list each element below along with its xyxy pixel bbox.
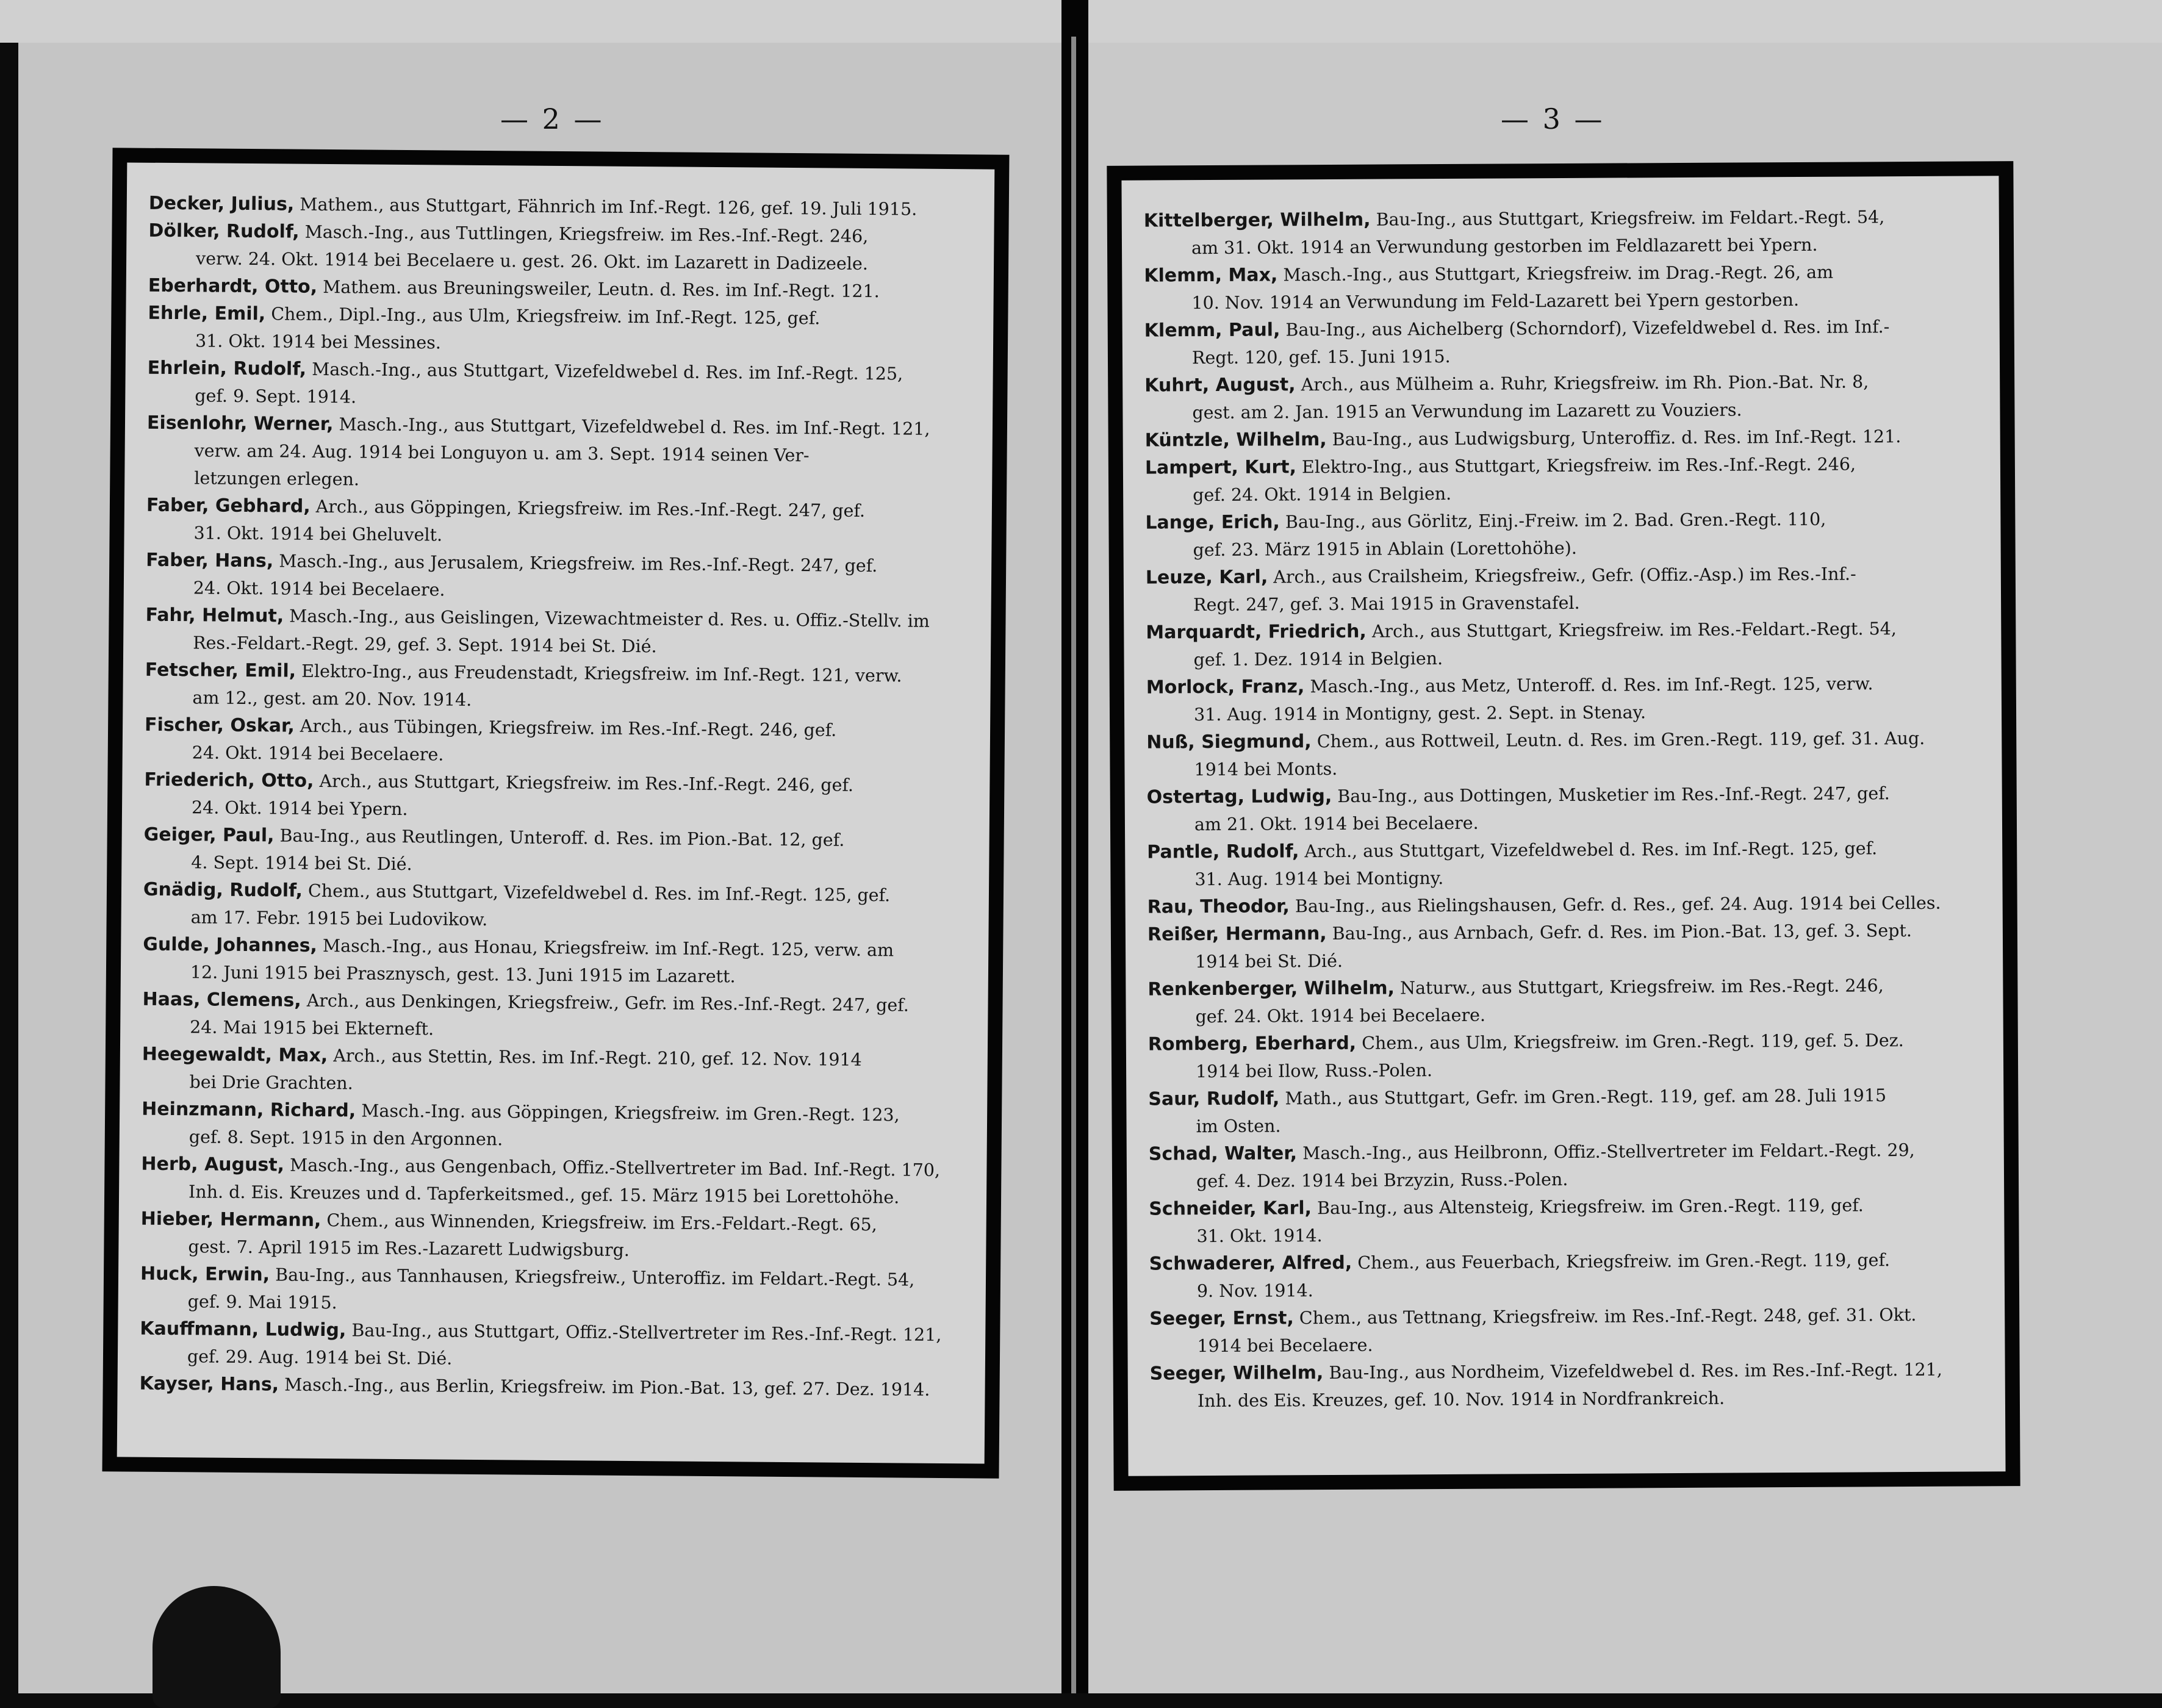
entry-text: Arch., aus Stuttgart, Kriegsfreiw. im Res.-Feldart.-Regt. 54,	[1371, 619, 1897, 642]
entry-name: Marquardt, Friedrich,	[1146, 620, 1367, 644]
entry-text: Inh. des Eis. Kreuzes, gef. 10. Nov. 1914 in Nordfrankreich.	[1197, 1388, 1725, 1412]
entry-continuation-line	[1144, 340, 1984, 371]
entry-text: Bau-Ing., aus Dottingen, Musketier im Res.-Inf.-Regt. 247, gef.	[1337, 783, 1890, 806]
entry-text: 31. Okt. 1914.	[1196, 1225, 1323, 1247]
entry-text: 9. Nov. 1914.	[1196, 1280, 1313, 1302]
entry-text: gef. 9. Sept. 1914.	[195, 386, 357, 407]
entry-name: Ehrle, Emil,	[148, 302, 266, 325]
entry-text: Masch.-Ing., aus Stuttgart, Vizefeldwebel d. Res. im Inf.-Regt. 121,	[339, 414, 930, 439]
entry-text: Chem., aus Rottweil, Leutn. d. Res. im Gren.-Regt. 119, gef. 31. Aug.	[1316, 728, 1925, 752]
casualty-entry	[148, 217, 979, 279]
entry-text: Bau-Ing., aus Stuttgart, Kriegsfreiw. im Feldart.-Regt. 54,	[1376, 207, 1885, 230]
entry-text: gef. 24. Okt. 1914 in Belgien.	[1193, 483, 1452, 506]
entry-text: gef. 1. Dez. 1914 in Belgien.	[1193, 648, 1443, 670]
entry-name: Seeger, Wilhelm,	[1149, 1362, 1324, 1385]
entry-text: Masch.-Ing., aus Gengenbach, Offiz.-Stellvertreter im Bad. Inf.-Regt. 170,	[289, 1155, 941, 1180]
entry-text: Elektro-Ing., aus Stuttgart, Kriegsfreiw. im Res.-Inf.-Regt. 246,	[1301, 454, 1856, 478]
entry-first-line	[1149, 1246, 1989, 1277]
entry-text: Regt. 247, gef. 3. Mai 1915 in Gravenstafel.	[1193, 592, 1580, 615]
entry-continuation-line	[1148, 999, 1988, 1030]
casualty-entry	[1147, 834, 1986, 893]
entry-continuation-line	[1149, 1328, 1989, 1360]
entry-continuation-line	[1146, 752, 1986, 783]
gutter-crease	[1071, 37, 1076, 1693]
casualty-entry	[1145, 450, 1984, 509]
casualty-entry	[1149, 1191, 1988, 1250]
entry-text: Naturw., aus Stuttgart, Kriegsfreiw. im Res.-Regt. 246,	[1399, 975, 1884, 999]
entry-first-line	[1149, 1301, 1989, 1332]
casualty-entry	[1150, 1355, 1989, 1415]
casualty-entry	[146, 492, 976, 553]
casualty-entry	[140, 1315, 970, 1377]
entry-text: Masch.-Ing., aus Geislingen, Vizewachtmeister d. Res. u. Offiz.-Stellv. im	[289, 606, 930, 631]
entry-text: 31. Okt. 1914 bei Messines.	[195, 331, 441, 353]
entry-text: Masch.-Ing., aus Stuttgart, Vizefeldwebel d. Res. im Inf.-Regt. 125,	[312, 359, 903, 384]
entry-text: gest. am 2. Jan. 1915 an Verwundung im Lazarett zu Vouziers.	[1192, 400, 1742, 423]
entry-text: Chem., Dipl.-Ing., aus Ulm, Kriegsfreiw. im Inf.-Regt. 125, gef.	[271, 304, 821, 329]
entry-text: Masch.-Ing., aus Berlin, Kriegsfreiw. im Pion.-Bat. 13, gef. 27. Dez. 1914.	[284, 1374, 930, 1400]
entry-text: Bau-Ing., aus Nordheim, Vizefeldwebel d. Res. im Res.-Inf.-Regt. 121,	[1329, 1359, 1943, 1383]
entry-first-line	[139, 1370, 969, 1404]
entry-continuation-line	[1146, 697, 1986, 728]
casualty-entry	[1144, 203, 1983, 262]
entry-text: Arch., aus Stettin, Res. im Inf.-Regt. 210, gef. 12. Nov. 1914	[333, 1046, 862, 1070]
casualty-entry	[145, 656, 975, 718]
entry-name: Schwaderer, Alfred,	[1149, 1252, 1352, 1275]
entry-text: Arch., aus Stuttgart, Vizefeldwebel d. Res. im Inf.-Regt. 125, gef.	[1304, 838, 1878, 862]
entry-text: gef. 29. Aug. 1914 bei St. Dié.	[187, 1346, 453, 1369]
entry-first-line	[1145, 422, 1984, 454]
casualty-entry	[1146, 669, 1986, 728]
entry-first-line	[1144, 257, 1983, 289]
entry-text: 1914 bei Becelaere.	[1197, 1335, 1373, 1357]
entry-name: Dölker, Rudolf,	[148, 220, 300, 243]
entry-text: Elektro-Ing., aus Freudenstadt, Kriegsfreiw. im Inf.-Regt. 121, verw.	[301, 661, 902, 686]
entry-text: 31. Aug. 1914 bei Montigny.	[1194, 868, 1444, 890]
casualty-entry	[1144, 367, 1984, 426]
left-page-frame	[102, 148, 1010, 1478]
entry-continuation-line	[1147, 806, 1986, 838]
casualty-entry	[139, 1370, 969, 1404]
casualty-entry	[1144, 257, 1983, 317]
entry-text: verw. 24. Okt. 1914 bei Becelaere u. gest. 26. Okt. im Lazarett in Dadizeele.	[195, 248, 869, 274]
casualty-entry	[1146, 724, 1986, 783]
entry-name: Klemm, Paul,	[1144, 319, 1280, 342]
entry-name: Decker, Julius,	[148, 192, 295, 215]
casualty-entry	[1146, 559, 1985, 619]
entry-name: Gulde, Johannes,	[143, 933, 318, 956]
entry-continuation-line	[1146, 532, 1985, 564]
entry-text: Mathem., aus Stuttgart, Fähnrich im Inf.-Regt. 126, gef. 19. Juli 1915.	[300, 194, 918, 220]
entry-text: Bau-Ing., aus Altensteig, Kriegsfreiw. im Gren.-Regt. 119, gef.	[1317, 1195, 1864, 1219]
entry-first-line	[1150, 1355, 1989, 1387]
casualty-entry	[143, 821, 974, 883]
entry-name: Küntzle, Wilhelm,	[1144, 429, 1327, 451]
entry-text: Masch.-Ing., aus Heilbronn, Offiz.-Stellvertreter im Feldart.-Regt. 29,	[1302, 1139, 1915, 1164]
entry-name: Nuß, Siegmund,	[1146, 731, 1312, 753]
entry-name: Schneider, Karl,	[1149, 1197, 1312, 1220]
entry-text: gef. 9. Mai 1915.	[187, 1291, 337, 1313]
casualty-entry	[146, 547, 976, 608]
entry-text: bei Drie Grachten.	[189, 1072, 353, 1094]
entry-name: Geiger, Paul,	[143, 824, 275, 847]
entry-continuation-line	[1147, 944, 1987, 975]
casualty-entry	[146, 409, 977, 498]
casualty-entry	[148, 300, 978, 361]
entry-name: Eisenlohr, Werner,	[146, 412, 334, 436]
entry-text: Arch., aus Tübingen, Kriegsfreiw. im Res.-Inf.-Regt. 246, gef.	[300, 716, 837, 741]
entry-text: gef. 4. Dez. 1914 bei Brzyzin, Russ.-Polen.	[1196, 1169, 1568, 1192]
casualty-entry	[142, 1096, 972, 1157]
entry-name: Heinzmann, Richard,	[142, 1098, 356, 1122]
entry-text: gef. 24. Okt. 1914 bei Becelaere.	[1195, 1005, 1486, 1027]
entry-text: Bau-Ing., aus Görlitz, Einj.-Freiw. im 2. Bad. Gren.-Regt. 110,	[1285, 509, 1826, 533]
entry-text: Chem., aus Stuttgart, Vizefeldwebel d. Res. im Inf.-Regt. 125, gef.	[307, 880, 891, 906]
entry-name: Faber, Gebhard,	[146, 494, 311, 517]
casualty-entry	[1148, 1081, 1988, 1140]
entry-text: Res.-Feldart.-Regt. 29, gef. 3. Sept. 1914 bei St. Dié.	[193, 633, 657, 657]
entry-text: Chem., aus Ulm, Kriegsfreiw. im Gren.-Regt. 119, gef. 5. Dez.	[1362, 1030, 1904, 1053]
entry-text: 10. Nov. 1914 an Verwundung im Feld-Lazarett bei Ypern gestorben.	[1191, 289, 1800, 314]
entry-text: Arch., aus Stuttgart, Kriegsfreiw. im Res.-Inf.-Regt. 246, gef.	[319, 770, 854, 795]
entry-text: am 21. Okt. 1914 bei Becelaere.	[1194, 813, 1479, 835]
casualty-entry	[1147, 971, 1987, 1030]
entry-first-line	[1147, 971, 1987, 1003]
entry-text: Bau-Ing., aus Ludwigsburg, Unteroffiz. d. Res. im Inf.-Regt. 121.	[1332, 426, 1902, 450]
entry-first-line	[1147, 889, 1987, 920]
entry-name: Kittelberger, Wilhelm,	[1143, 209, 1371, 232]
entry-text: Bau-Ing., aus Arnbach, Gefr. d. Res. im Pion.-Bat. 13, gef. 3. Sept.	[1332, 920, 1912, 944]
casualty-entry	[1149, 1136, 1988, 1195]
entry-text: Masch.-Ing., aus Jerusalem, Kriegsfreiw. im Res.-Inf.-Regt. 247, gef.	[279, 551, 878, 576]
entry-text: gef. 23. März 1915 in Ablain (Lorettohöhe).	[1193, 537, 1577, 561]
entry-text: Regt. 120, gef. 15. Juni 1915.	[1191, 346, 1451, 368]
entry-continuation-line	[1146, 587, 1985, 619]
entry-name: Klemm, Max,	[1144, 264, 1278, 287]
entry-name: Ostertag, Ludwig,	[1146, 785, 1332, 808]
entry-text: Bau-Ing., aus Stuttgart, Offiz.-Stellvertreter im Res.-Inf.-Regt. 121,	[351, 1320, 942, 1345]
entry-name: Schad, Walter,	[1148, 1143, 1298, 1165]
entry-continuation-line	[1147, 861, 1986, 893]
entry-continuation-line	[1149, 1218, 1988, 1250]
entry-name: Reißer, Hermann,	[1147, 923, 1327, 946]
entry-name: Faber, Hans,	[146, 549, 274, 572]
entry-text: verw. am 24. Aug. 1914 bei Longuyon u. am 3. Sept. 1914 seinen Ver-	[194, 440, 810, 466]
entry-first-line	[1144, 367, 1984, 399]
casualty-entry	[1147, 916, 1987, 975]
entry-first-line	[1148, 1026, 1988, 1058]
entry-first-line	[1149, 1136, 1988, 1168]
entry-first-line	[1145, 450, 1984, 481]
entry-name: Ehrlein, Rudolf,	[147, 357, 307, 380]
entry-continuation-line	[1145, 477, 1984, 509]
entry-text: Bau-Ing., aus Reutlingen, Unteroff. d. Res. im Pion.-Bat. 12, gef.	[279, 825, 845, 850]
casualty-entry	[147, 354, 977, 416]
right-page-frame	[1107, 161, 2020, 1491]
entry-text: 24. Mai 1915 bei Ekterneft.	[190, 1017, 434, 1039]
entry-text: 31. Aug. 1914 in Montigny, gest. 2. Sept. in Stenay.	[1193, 702, 1647, 725]
entry-text: Masch.-Ing., aus Tuttlingen, Kriegsfreiw. im Res.-Inf.-Regt. 246,	[304, 221, 869, 246]
entry-name: Kauffmann, Ludwig,	[140, 1318, 347, 1341]
entry-first-line	[1144, 312, 1984, 344]
entry-text: 1914 bei Monts.	[1194, 758, 1338, 780]
casualty-entry	[143, 931, 973, 992]
casualty-entry	[145, 711, 975, 773]
entry-text: 1914 bei Ilow, Russ.-Polen.	[1196, 1060, 1433, 1082]
entry-text: letzungen erlegen.	[194, 468, 360, 490]
entry-name: Renkenberger, Wilhelm,	[1147, 977, 1395, 1000]
entry-text: Masch.-Ing., aus Honau, Kriegsfreiw. im Inf.-Regt. 125, verw. am	[322, 936, 894, 961]
entry-text: Bau-Ing., aus Aichelberg (Schorndorf), Vizefeldwebel d. Res. im Inf.-	[1285, 317, 1890, 340]
entry-text: Arch., aus Göppingen, Kriegsfreiw. im Res.-Inf.-Regt. 247, gef.	[315, 496, 866, 521]
right-entry-list	[1144, 203, 1989, 1415]
entry-name: Hieber, Hermann,	[140, 1208, 321, 1231]
entry-continuation-line	[1144, 285, 1983, 317]
entry-name: Kuhrt, August,	[1144, 374, 1296, 396]
entry-text: Chem., aus Feuerbach, Kriegsfreiw. im Gren.-Regt. 119, gef.	[1357, 1250, 1891, 1273]
entry-name: Eberhardt, Otto,	[148, 274, 318, 298]
casualty-entry	[140, 1260, 971, 1322]
casualty-entry	[1149, 1246, 1989, 1305]
entry-first-line	[1146, 669, 1986, 701]
entry-continuation-line	[1149, 1163, 1988, 1195]
entry-name: Saur, Rudolf,	[1148, 1088, 1280, 1110]
entry-name: Pantle, Rudolf,	[1147, 841, 1299, 863]
casualty-entry	[144, 766, 974, 828]
entry-name: Gnädig, Rudolf,	[143, 878, 303, 902]
entry-name: Kayser, Hans,	[139, 1372, 279, 1396]
casualty-entry	[1147, 889, 1987, 920]
entry-continuation-line	[1148, 1108, 1988, 1140]
page-number-right: — 3 —	[1501, 102, 1605, 135]
entry-name: Lange, Erich,	[1145, 511, 1280, 534]
casualty-entry	[1148, 1026, 1988, 1085]
entry-name: Heegewaldt, Max,	[142, 1043, 328, 1067]
entry-text: Bau-Ing., aus Tannhausen, Kriegsfreiw., Unteroffiz. im Feldart.-Regt. 54,	[275, 1265, 915, 1290]
casualty-entry	[1145, 422, 1984, 454]
casualty-entry	[1147, 779, 1986, 838]
entry-name: Fischer, Oskar,	[144, 714, 295, 737]
entry-continuation-line	[1144, 230, 1983, 262]
entry-text: Arch., aus Denkingen, Kriegsfreiw., Gefr. im Res.-Inf.-Regt. 247, gef.	[306, 990, 909, 1016]
casualty-entry	[141, 1150, 971, 1212]
casualty-entry	[1146, 614, 1985, 673]
entry-first-line	[1144, 203, 1983, 234]
casualty-entry	[143, 876, 973, 938]
entry-text: am 12., gest. am 20. Nov. 1914.	[192, 687, 472, 710]
entry-text: 24. Okt. 1914 bei Becelaere.	[193, 578, 445, 600]
entry-text: 12. Juni 1915 bei Prasznysch, gest. 13. Juni 1915 im Lazarett.	[190, 962, 736, 987]
entry-text: Masch.-Ing., aus Stuttgart, Kriegsfreiw. im Drag.-Regt. 26, am	[1283, 262, 1834, 285]
entry-text: Masch.-Ing. aus Göppingen, Kriegsfreiw. im Gren.-Regt. 123,	[361, 1100, 900, 1125]
entry-name: Herb, August,	[141, 1153, 285, 1176]
left-entry-list	[139, 190, 979, 1404]
entry-first-line	[1146, 724, 1986, 756]
entry-name: Fetscher, Emil,	[145, 659, 296, 682]
entry-text: Arch., aus Mülheim a. Ruhr, Kriegsfreiw. im Rh. Pion.-Bat. Nr. 8,	[1301, 371, 1869, 395]
entry-first-line	[1146, 614, 1985, 646]
entry-first-line	[1146, 559, 1985, 591]
entry-first-line	[1149, 1191, 1988, 1222]
entry-continuation-line	[1146, 642, 1985, 673]
entry-name: Leuze, Karl,	[1145, 566, 1268, 589]
casualty-entry	[140, 1205, 971, 1267]
entry-text: Inh. d. Eis. Kreuzes und d. Tapferkeitsmed., gef. 15. März 1915 bei Lorettohöhe.	[188, 1182, 900, 1208]
entry-text: 4. Sept. 1914 bei St. Dié.	[191, 852, 412, 875]
entry-name: Seeger, Ernst,	[1149, 1307, 1294, 1330]
entry-continuation-line	[1144, 395, 1984, 426]
entry-text: am 31. Okt. 1914 an Verwundung gestorben im Feldlazarett bei Ypern.	[1191, 234, 1818, 259]
entry-continuation-line	[1148, 1053, 1988, 1085]
entry-text: am 17. Febr. 1915 bei Ludovikow.	[190, 907, 488, 930]
entry-first-line	[1147, 916, 1987, 948]
entry-text: im Osten.	[1196, 1116, 1281, 1137]
entry-first-line	[1147, 779, 1986, 811]
entry-text: 31. Okt. 1914 bei Gheluvelt.	[193, 523, 443, 545]
entry-name: Haas, Clemens,	[142, 988, 301, 1011]
entry-name: Huck, Erwin,	[140, 1263, 270, 1286]
entry-text: 24. Okt. 1914 bei Becelaere.	[192, 742, 444, 765]
entry-text: gef. 8. Sept. 1915 in den Argonnen.	[189, 1127, 503, 1150]
entry-text: gest. 7. April 1915 im Res.-Lazarett Ludwigsburg.	[188, 1236, 630, 1260]
entry-continuation-line	[1150, 1383, 1989, 1415]
entry-text: Chem., aus Tettnang, Kriegsfreiw. im Res.-Inf.-Regt. 248, gef. 31. Okt.	[1299, 1304, 1917, 1329]
entry-name: Romberg, Eberhard,	[1147, 1032, 1357, 1055]
entry-text: Chem., aus Winnenden, Kriegsfreiw. im Ers.-Feldart.-Regt. 65,	[326, 1210, 877, 1235]
casualty-entry	[1145, 504, 1984, 564]
page-number-left: — 2 —	[500, 102, 605, 135]
entry-name: Fahr, Helmut,	[145, 604, 284, 627]
casualty-entry	[1149, 1301, 1989, 1360]
entry-text: Mathem. aus Breuningsweiler, Leutn. d. Res. im Inf.-Regt. 121.	[323, 276, 880, 302]
entry-name: Lampert, Kurt,	[1144, 456, 1297, 479]
entry-first-line	[1147, 834, 1986, 866]
entry-first-line	[1145, 504, 1984, 536]
entry-text: Math., aus Stuttgart, Gefr. im Gren.-Regt. 119, gef. am 28. Juli 1915	[1285, 1085, 1887, 1109]
casualty-entry	[145, 601, 975, 663]
casualty-entry	[1144, 312, 1984, 371]
entry-text: 24. Okt. 1914 bei Ypern.	[191, 797, 408, 820]
entry-first-line	[1148, 1081, 1988, 1113]
entry-text: 1914 bei St. Dié.	[1195, 950, 1343, 972]
entry-continuation-line	[1149, 1273, 1989, 1305]
casualty-entry	[142, 1041, 972, 1102]
entry-name: Morlock, Franz,	[1146, 676, 1305, 698]
entry-text: Masch.-Ing., aus Metz, Unteroff. d. Res. im Inf.-Regt. 125, verw.	[1310, 673, 1873, 697]
entry-name: Rau, Theodor,	[1147, 895, 1290, 918]
entry-text: Bau-Ing., aus Rielingshausen, Gefr. d. Res., gef. 24. Aug. 1914 bei Celles.	[1295, 892, 1941, 917]
entry-name: Friederich, Otto,	[144, 769, 314, 792]
entry-text: Arch., aus Crailsheim, Kriegsfreiw., Gefr. (Offiz.-Asp.) im Res.-Inf.-	[1273, 564, 1856, 587]
casualty-entry	[142, 986, 972, 1047]
